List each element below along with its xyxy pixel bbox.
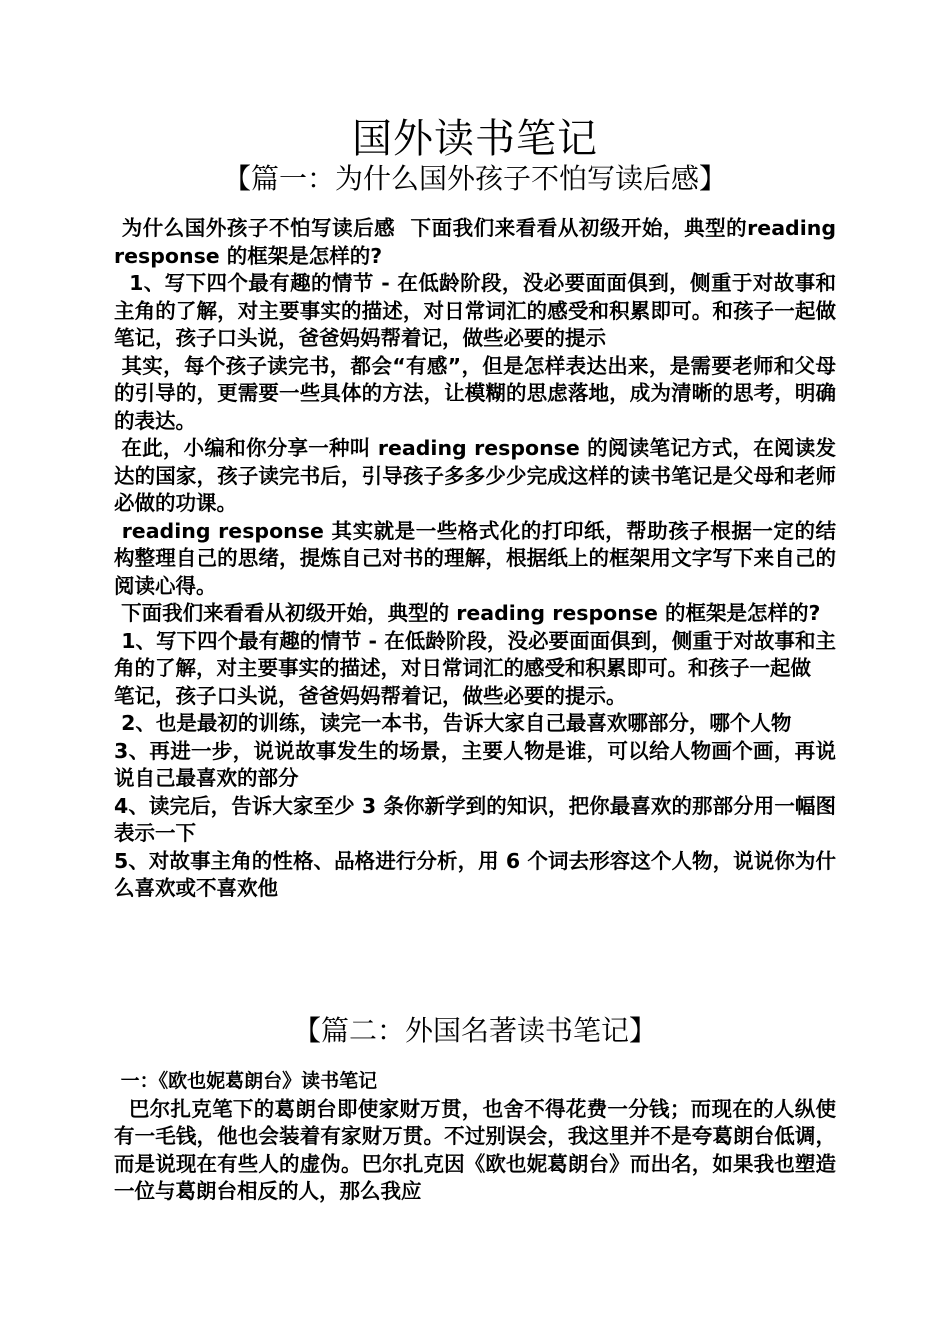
paragraph: 巴尔扎克笔下的葛朗台即使家财万贯，也舍不得花费一分钱；而现在的人纵使有一毛钱，他也会装着有家财万贯。不过别误会，我这里并不是夸葛朗台低调，而是说现在有些人的虚伪。巴尔扎克因《欧也妮葛朗台》而出名，如果我也塑造一位与葛朗台相反的人，那么我应	[114, 1096, 836, 1203]
paragraph: 其实，每个孩子读完书，都会“有感”，但是怎样表达出来，是需要老师和父母的引导的，更需要一些具体的方法，让模糊的思虑落地，成为清晰的思考，明确的表达。	[114, 353, 836, 433]
document-title: 国外读书笔记	[352, 116, 598, 162]
paragraph: 笔记，孩子口头说，爸爸妈妈帮着记，做些必要的提示。	[114, 683, 627, 708]
subheading: 一：《欧也妮葛朗台》读书笔记	[114, 1070, 378, 1092]
paragraph: reading response 其实就是一些格式化的打印纸，帮助孩子根据一定的结构整理自己的思绪，提炼自己对书的理解，根据纸上的框架用文字写下来自己的阅读心得。	[114, 518, 837, 598]
section-body-2	[114, 1068, 836, 1206]
paragraph: 3、再进一步，说说故事发生的场景，主要人物是谁，可以给人物画个画，再说说自己最喜欢的部分	[114, 738, 836, 790]
paragraph: 为什么国外孩子不怕写读后感 下面我们来看看从初级开始，典型的reading response 的框架是怎样的?	[114, 216, 844, 268]
section-heading-2: 【篇二：外国名著读书笔记】	[292, 1014, 657, 1047]
paragraph: 4、读完后，告诉大家至少 3 条你新学到的知识，把你最喜欢的那部分用一幅图表示一下	[114, 793, 836, 845]
section-body-1	[114, 215, 844, 903]
paragraph: 1、写下四个最有趣的情节 - 在低龄阶段，没必要面面俱到，侧重于对故事和主角的了解，对主要事实的描述，对日常词汇的感受和积累即可。和孩子一起做	[114, 628, 837, 680]
paragraph: 下面我们来看看从初级开始，典型的 reading response 的框架是怎样的?	[114, 601, 821, 625]
paragraph: 1、写下四个最有趣的情节 - 在低龄阶段，没必要面面俱到，侧重于对故事和主角的了解，对主要事实的描述，对日常词汇的感受和积累即可。和孩子一起做笔记，孩子口头说，爸爸妈妈帮着记，做些必要的提示	[114, 271, 836, 350]
paragraph: 2、也是最初的训练，读完一本书，告诉大家自己最喜欢哪部分，哪个人物	[114, 711, 792, 735]
paragraph: 在此，小编和你分享一种叫 reading response 的阅读笔记方式，在阅读发达的国家，孩子读完书后，引导孩子多多少少完成这样的读书笔记是父母和老师必做的功课。	[114, 436, 837, 515]
paragraph: 5、对故事主角的性格、品格进行分析，用 6 个词去形容这个人物，说说你为什么喜欢或不喜欢他	[114, 848, 836, 900]
section-heading-1: 【篇一：为什么国外孩子不怕写读后感】	[222, 162, 727, 195]
